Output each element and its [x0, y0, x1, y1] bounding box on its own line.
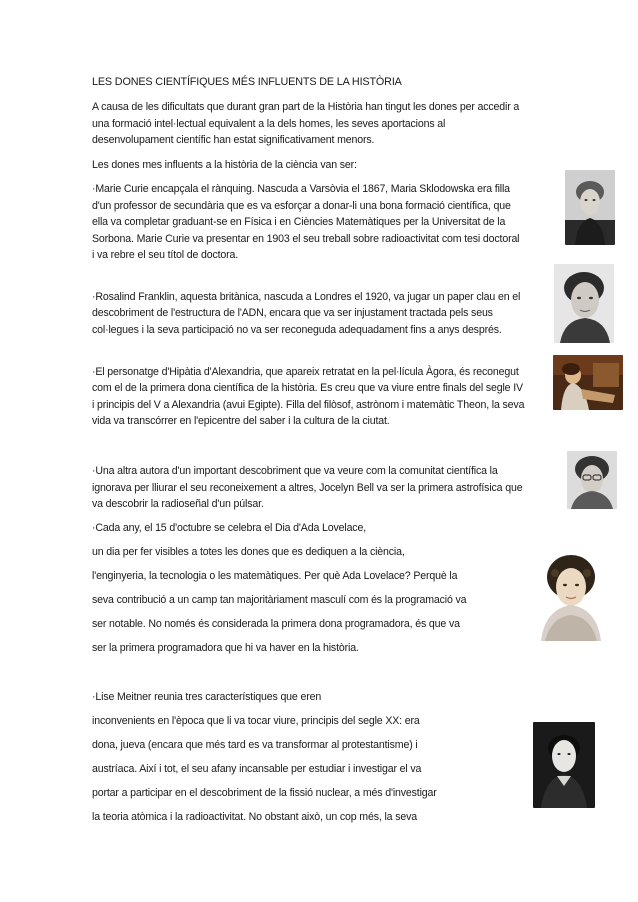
- meitner-line-3: dona, jueva (encara que més tard es va transformar al protestantisme) i: [92, 739, 418, 751]
- meitner-line-5: portar a participar en el descobriment de la fissió nuclear, a més d'investigar: [92, 787, 437, 799]
- lovelace-line-3: l'enginyeria, la tecnologia o les matemàtiques. Per què Ada Lovelace? Perquè la: [92, 570, 458, 582]
- lise-meitner-photo: [533, 722, 595, 808]
- curie-line-4: Sorbona. Marie Curie va presentar en 1903 el seu treball sobre radioactivitat com tesi doctoral: [92, 233, 520, 245]
- ada-lovelace-portrait: [531, 545, 612, 641]
- hypatia-line-3: i principis del V a Alexandria (avui Egipte). Filla del filòsof, astrònom i matemàtic Theon, la seva: [92, 399, 525, 411]
- intro-line-3: desenvolupament científic han estat significativament menors.: [92, 134, 375, 146]
- marie-curie-photo: [565, 170, 615, 245]
- bell-line-1: ·Una altra autora d'un important descobriment que va veure com la comunitat científica la: [92, 465, 498, 477]
- hypatia-painting: [553, 355, 623, 410]
- bell-line-3: va descobrir la radioseñal d'un púlsar.: [92, 498, 264, 510]
- lovelace-line-2: un dia per fer visibles a totes les dones que es dediquen a la ciència,: [92, 546, 405, 558]
- lovelace-line-5: ser notable. No només és considerada la primera dona programadora, és que va: [92, 618, 460, 630]
- intro-line-1: A causa de les dificultats que durant gran part de la Història han tingut les dones per accedir a: [92, 101, 520, 113]
- lovelace-line-6: ser la primera programadora que hi va haver en la història.: [92, 642, 359, 654]
- franklin-line-2: descobriment de l'estructura de l'ADN, encara que va ser injustament tractada pels seus: [92, 307, 493, 319]
- meitner-line-2: inconvenients en l'època que li va tocar viure, principis del segle XX: era: [92, 715, 420, 727]
- rosalind-franklin-photo: [554, 264, 614, 343]
- meitner-line-4: austríaca. Així i tot, el seu afany incansable per estudiar i investigar el va: [92, 763, 422, 775]
- lovelace-line-1: ·Cada any, el 15 d'octubre se celebra el Dia d'Ada Lovelace,: [92, 522, 366, 534]
- franklin-line-3: col·legues i la seva participació no va ser reconeguda adequadament fins a anys després.: [92, 324, 502, 336]
- bell-line-2: ignorava per lliurar el seu reconeixement a altres, Jocelyn Bell va ser la primera astrofísica que: [92, 482, 523, 494]
- curie-line-2: d'un professor de secundària que es va esforçar a donar-li una bona formació científica, que: [92, 200, 511, 212]
- jocelyn-bell-photo: [567, 451, 617, 509]
- intro-line-2: una formació intel·lectual equivalent a la dels homes, les seves aportacions al: [92, 118, 446, 130]
- lovelace-line-4: seva contribució a un camp tan majoritàriament masculí com és la programació va: [92, 594, 467, 606]
- hypatia-line-2: com el de la primera dona científica de la història. Es creu que va viure entre finals del segle IV: [92, 382, 523, 394]
- lead-paragraph: Les dones mes influents a la història de la ciència van ser:: [92, 159, 357, 171]
- curie-line-1: ·Marie Curie encapçala el rànquing. Nascuda a Varsòvia el 1867, Maria Sklodowska era filla: [92, 183, 510, 195]
- meitner-line-6: la teoria atòmica i la radioactivitat. No obstant això, un cop més, la seva: [92, 811, 417, 823]
- hypatia-line-1: ·El personatge d'Hipàtia d'Alexandria, que apareix retratat en la pel·lícula Àgora, és reconegut: [92, 366, 519, 378]
- curie-line-3: ella va completar graduant-se en Física i en Ciències Matemàtiques per la Universitat de la: [92, 216, 506, 228]
- franklin-line-1: ·Rosalind Franklin, aquesta britànica, nascuda a Londres el 1920, va jugar un paper clau en el: [92, 291, 521, 303]
- hypatia-line-4: vida va transcórrer en l'epicentre del saber i la cultura de la ciutat.: [92, 415, 390, 427]
- meitner-line-1: ·Lise Meitner reunia tres característiques que eren: [92, 691, 322, 703]
- curie-line-5: i va rebre el seu títol de doctora.: [92, 249, 239, 261]
- document-title: LES DONES CIENTÍFIQUES MÉS INFLUENTS DE LA HISTÒRIA: [92, 76, 402, 88]
